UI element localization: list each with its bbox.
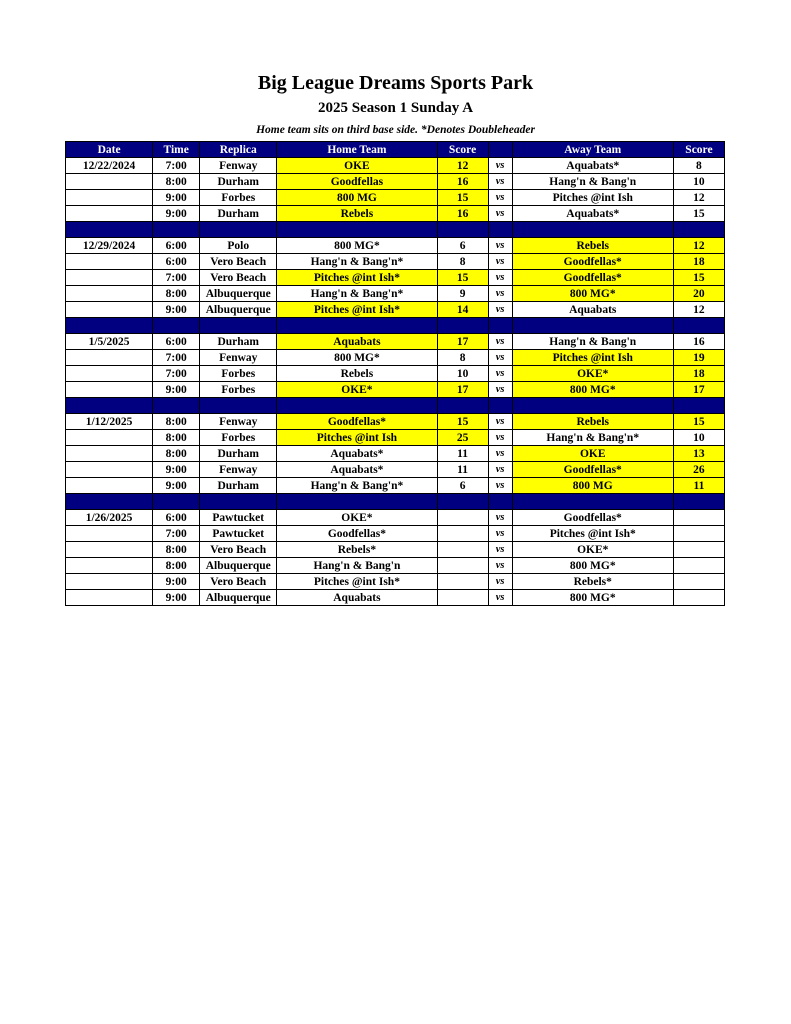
home-team-cell: Goodfellas: [277, 174, 437, 190]
home-team-cell: OKE*: [277, 382, 437, 398]
table-row: [66, 462, 725, 478]
separator-cell: [512, 222, 673, 238]
separator-cell: [437, 398, 488, 414]
away-team-cell: Goodfellas*: [512, 254, 673, 270]
home-team-cell: Pitches @int Ish*: [277, 270, 437, 286]
separator-cell: [673, 494, 724, 510]
time-cell: 9:00: [153, 382, 200, 398]
replica-cell: Vero Beach: [200, 542, 277, 558]
home-score-cell: [437, 590, 488, 606]
header-date: Date: [66, 142, 153, 158]
separator-cell: [488, 318, 512, 334]
separator-cell: [66, 222, 153, 238]
separator-cell: [277, 318, 437, 334]
table-row: [66, 206, 725, 222]
separator-cell: [488, 494, 512, 510]
away-team-cell: Pitches @int Ish: [512, 190, 673, 206]
separator-cell: [277, 222, 437, 238]
away-score-cell: 12: [673, 302, 724, 318]
away-score-cell: 10: [673, 174, 724, 190]
away-team-cell: Pitches @int Ish: [512, 350, 673, 366]
date-cell: [66, 206, 153, 222]
time-cell: 8:00: [153, 542, 200, 558]
home-team-cell: OKE*: [277, 510, 437, 526]
vs-cell: vs: [488, 158, 512, 174]
away-team-cell: Goodfellas*: [512, 462, 673, 478]
home-score-cell: [437, 510, 488, 526]
home-team-cell: 800 MG: [277, 190, 437, 206]
away-score-cell: 8: [673, 158, 724, 174]
time-cell: 9:00: [153, 462, 200, 478]
vs-cell: vs: [488, 542, 512, 558]
away-score-cell: [673, 542, 724, 558]
time-cell: 6:00: [153, 238, 200, 254]
replica-cell: Fenway: [200, 158, 277, 174]
away-score-cell: 18: [673, 254, 724, 270]
page-subtitle: 2025 Season 1 Sunday A: [317, 100, 474, 116]
home-team-cell: Rebels: [277, 366, 437, 382]
vs-cell: vs: [488, 366, 512, 382]
separator-cell: [200, 318, 277, 334]
vs-cell: vs: [488, 190, 512, 206]
separator-cell: [277, 494, 437, 510]
away-team-cell: 800 MG: [512, 478, 673, 494]
separator-cell: [153, 494, 200, 510]
time-cell: 6:00: [153, 254, 200, 270]
replica-cell: Forbes: [200, 430, 277, 446]
away-score-cell: 13: [673, 446, 724, 462]
date-cell: [66, 302, 153, 318]
separator-cell: [153, 222, 200, 238]
schedule-table: [65, 141, 725, 606]
schedule-note: Home team sits on third base side. *Denotes Doubleheader: [256, 124, 535, 136]
table-row: [66, 270, 725, 286]
replica-cell: Albuquerque: [200, 590, 277, 606]
date-cell: [66, 462, 153, 478]
time-cell: 9:00: [153, 574, 200, 590]
away-team-cell: OKE: [512, 446, 673, 462]
table-row: [66, 446, 725, 462]
date-cell: 1/26/2025: [66, 510, 153, 526]
header-vs: [488, 142, 512, 158]
away-score-cell: [673, 574, 724, 590]
away-team-cell: Hang'n & Bang'n*: [512, 430, 673, 446]
replica-cell: Durham: [200, 174, 277, 190]
home-score-cell: 17: [437, 334, 488, 350]
home-score-cell: 16: [437, 206, 488, 222]
separator-cell: [673, 318, 724, 334]
away-team-cell: OKE*: [512, 366, 673, 382]
replica-cell: Durham: [200, 334, 277, 350]
separator-cell: [200, 494, 277, 510]
away-score-cell: 12: [673, 238, 724, 254]
away-score-cell: 12: [673, 190, 724, 206]
separator-cell: [512, 494, 673, 510]
date-cell: [66, 286, 153, 302]
table-row: [66, 430, 725, 446]
time-cell: 8:00: [153, 414, 200, 430]
home-team-cell: Aquabats: [277, 334, 437, 350]
table-row: [66, 366, 725, 382]
home-score-cell: 12: [437, 158, 488, 174]
home-score-cell: 8: [437, 350, 488, 366]
away-team-cell: Hang'n & Bang'n: [512, 334, 673, 350]
vs-cell: vs: [488, 350, 512, 366]
vs-cell: vs: [488, 254, 512, 270]
date-cell: 12/29/2024: [66, 238, 153, 254]
away-team-cell: OKE*: [512, 542, 673, 558]
table-row: [66, 590, 725, 606]
time-cell: 7:00: [153, 526, 200, 542]
separator-cell: [200, 398, 277, 414]
table-row: [66, 334, 725, 350]
week-separator: [66, 318, 725, 334]
header-home-team: Home Team: [277, 142, 437, 158]
vs-cell: vs: [488, 590, 512, 606]
header-home-score: Score: [437, 142, 488, 158]
time-cell: 8:00: [153, 446, 200, 462]
date-cell: 1/12/2025: [66, 414, 153, 430]
home-score-cell: 25: [437, 430, 488, 446]
home-score-cell: 8: [437, 254, 488, 270]
replica-cell: Polo: [200, 238, 277, 254]
home-team-cell: Aquabats*: [277, 446, 437, 462]
table-row: [66, 510, 725, 526]
date-cell: [66, 382, 153, 398]
away-team-cell: 800 MG*: [512, 558, 673, 574]
table-row: [66, 558, 725, 574]
home-team-cell: Aquabats: [277, 590, 437, 606]
vs-cell: vs: [488, 302, 512, 318]
away-team-cell: Pitches @int Ish*: [512, 526, 673, 542]
vs-cell: vs: [488, 414, 512, 430]
separator-cell: [488, 222, 512, 238]
home-score-cell: 6: [437, 478, 488, 494]
vs-cell: vs: [488, 558, 512, 574]
home-score-cell: 14: [437, 302, 488, 318]
home-score-cell: [437, 558, 488, 574]
home-score-cell: 16: [437, 174, 488, 190]
away-score-cell: 19: [673, 350, 724, 366]
home-score-cell: 15: [437, 414, 488, 430]
date-cell: [66, 542, 153, 558]
time-cell: 9:00: [153, 478, 200, 494]
date-cell: [66, 366, 153, 382]
replica-cell: Albuquerque: [200, 286, 277, 302]
header-away-team: Away Team: [512, 142, 673, 158]
time-cell: 7:00: [153, 366, 200, 382]
replica-cell: Forbes: [200, 366, 277, 382]
away-score-cell: [673, 590, 724, 606]
home-score-cell: 11: [437, 446, 488, 462]
home-score-cell: [437, 542, 488, 558]
home-team-cell: OKE: [277, 158, 437, 174]
vs-cell: vs: [488, 286, 512, 302]
table-row: [66, 574, 725, 590]
away-score-cell: 15: [673, 270, 724, 286]
date-cell: [66, 350, 153, 366]
vs-cell: vs: [488, 430, 512, 446]
vs-cell: vs: [488, 270, 512, 286]
vs-cell: vs: [488, 238, 512, 254]
time-cell: 9:00: [153, 190, 200, 206]
table-row: [66, 542, 725, 558]
home-team-cell: Hang'n & Bang'n*: [277, 254, 437, 270]
replica-cell: Forbes: [200, 190, 277, 206]
replica-cell: Forbes: [200, 382, 277, 398]
home-team-cell: Goodfellas*: [277, 526, 437, 542]
table-row: [66, 382, 725, 398]
separator-cell: [277, 398, 437, 414]
home-team-cell: 800 MG*: [277, 350, 437, 366]
separator-cell: [66, 318, 153, 334]
away-score-cell: [673, 558, 724, 574]
away-score-cell: 18: [673, 366, 724, 382]
time-cell: 7:00: [153, 270, 200, 286]
away-score-cell: 15: [673, 414, 724, 430]
home-score-cell: [437, 526, 488, 542]
table-row: [66, 302, 725, 318]
away-team-cell: Rebels*: [512, 574, 673, 590]
week-separator: [66, 398, 725, 414]
header-away-score: Score: [673, 142, 724, 158]
separator-cell: [673, 398, 724, 414]
vs-cell: vs: [488, 462, 512, 478]
header-row: [66, 142, 725, 158]
date-cell: [66, 174, 153, 190]
replica-cell: Durham: [200, 206, 277, 222]
home-team-cell: Hang'n & Bang'n*: [277, 286, 437, 302]
separator-cell: [488, 398, 512, 414]
vs-cell: vs: [488, 382, 512, 398]
date-cell: [66, 190, 153, 206]
page-title: Big League Dreams Sports Park: [257, 72, 534, 94]
separator-cell: [673, 222, 724, 238]
replica-cell: Vero Beach: [200, 574, 277, 590]
separator-cell: [153, 318, 200, 334]
vs-cell: vs: [488, 334, 512, 350]
time-cell: 9:00: [153, 206, 200, 222]
vs-cell: vs: [488, 174, 512, 190]
time-cell: 6:00: [153, 510, 200, 526]
away-score-cell: [673, 526, 724, 542]
away-team-cell: 800 MG*: [512, 286, 673, 302]
table-row: [66, 190, 725, 206]
schedule-body: [66, 158, 725, 606]
home-team-cell: Pitches @int Ish*: [277, 574, 437, 590]
home-team-cell: Hang'n & Bang'n: [277, 558, 437, 574]
replica-cell: Fenway: [200, 414, 277, 430]
replica-cell: Pawtucket: [200, 526, 277, 542]
table-row: [66, 478, 725, 494]
date-cell: 12/22/2024: [66, 158, 153, 174]
header-time: Time: [153, 142, 200, 158]
replica-cell: Albuquerque: [200, 558, 277, 574]
away-team-cell: 800 MG*: [512, 590, 673, 606]
time-cell: 8:00: [153, 174, 200, 190]
away-score-cell: [673, 510, 724, 526]
time-cell: 8:00: [153, 286, 200, 302]
separator-cell: [66, 398, 153, 414]
vs-cell: vs: [488, 526, 512, 542]
away-score-cell: 11: [673, 478, 724, 494]
replica-cell: Vero Beach: [200, 254, 277, 270]
date-cell: [66, 590, 153, 606]
table-row: [66, 238, 725, 254]
time-cell: 9:00: [153, 302, 200, 318]
home-score-cell: 6: [437, 238, 488, 254]
date-cell: [66, 478, 153, 494]
replica-cell: Pawtucket: [200, 510, 277, 526]
away-score-cell: 17: [673, 382, 724, 398]
table-row: [66, 526, 725, 542]
replica-cell: Durham: [200, 446, 277, 462]
home-score-cell: 10: [437, 366, 488, 382]
home-team-cell: Goodfellas*: [277, 414, 437, 430]
date-cell: [66, 254, 153, 270]
away-team-cell: Aquabats*: [512, 158, 673, 174]
vs-cell: vs: [488, 478, 512, 494]
home-team-cell: Hang'n & Bang'n*: [277, 478, 437, 494]
date-cell: 1/5/2025: [66, 334, 153, 350]
header-replica: Replica: [200, 142, 277, 158]
away-team-cell: Rebels: [512, 414, 673, 430]
replica-cell: Fenway: [200, 462, 277, 478]
date-cell: [66, 270, 153, 286]
time-cell: 8:00: [153, 430, 200, 446]
time-cell: 8:00: [153, 558, 200, 574]
separator-cell: [512, 318, 673, 334]
away-team-cell: Aquabats*: [512, 206, 673, 222]
home-score-cell: [437, 574, 488, 590]
separator-cell: [437, 318, 488, 334]
away-score-cell: 20: [673, 286, 724, 302]
replica-cell: Durham: [200, 478, 277, 494]
time-cell: 7:00: [153, 350, 200, 366]
vs-cell: vs: [488, 510, 512, 526]
separator-cell: [200, 222, 277, 238]
time-cell: 9:00: [153, 590, 200, 606]
home-score-cell: 9: [437, 286, 488, 302]
away-team-cell: Aquabats: [512, 302, 673, 318]
date-cell: [66, 526, 153, 542]
table-row: [66, 174, 725, 190]
home-team-cell: Pitches @int Ish*: [277, 302, 437, 318]
home-score-cell: 15: [437, 270, 488, 286]
away-team-cell: Hang'n & Bang'n: [512, 174, 673, 190]
away-team-cell: 800 MG*: [512, 382, 673, 398]
date-cell: [66, 446, 153, 462]
vs-cell: vs: [488, 206, 512, 222]
home-team-cell: Aquabats*: [277, 462, 437, 478]
replica-cell: Vero Beach: [200, 270, 277, 286]
home-team-cell: 800 MG*: [277, 238, 437, 254]
week-separator: [66, 222, 725, 238]
date-cell: [66, 558, 153, 574]
table-row: [66, 254, 725, 270]
table-row: [66, 158, 725, 174]
home-team-cell: Pitches @int Ish: [277, 430, 437, 446]
separator-cell: [153, 398, 200, 414]
separator-cell: [512, 398, 673, 414]
replica-cell: Albuquerque: [200, 302, 277, 318]
away-score-cell: 16: [673, 334, 724, 350]
away-score-cell: 26: [673, 462, 724, 478]
table-row: [66, 414, 725, 430]
separator-cell: [437, 494, 488, 510]
table-row: [66, 286, 725, 302]
separator-cell: [66, 494, 153, 510]
table-row: [66, 350, 725, 366]
vs-cell: vs: [488, 574, 512, 590]
home-score-cell: 11: [437, 462, 488, 478]
date-cell: [66, 574, 153, 590]
home-score-cell: 15: [437, 190, 488, 206]
away-team-cell: Goodfellas*: [512, 510, 673, 526]
replica-cell: Fenway: [200, 350, 277, 366]
away-score-cell: 10: [673, 430, 724, 446]
home-score-cell: 17: [437, 382, 488, 398]
time-cell: 6:00: [153, 334, 200, 350]
home-team-cell: Rebels*: [277, 542, 437, 558]
away-team-cell: Goodfellas*: [512, 270, 673, 286]
separator-cell: [437, 222, 488, 238]
date-cell: [66, 430, 153, 446]
away-team-cell: Rebels: [512, 238, 673, 254]
away-score-cell: 15: [673, 206, 724, 222]
week-separator: [66, 494, 725, 510]
home-team-cell: Rebels: [277, 206, 437, 222]
vs-cell: vs: [488, 446, 512, 462]
time-cell: 7:00: [153, 158, 200, 174]
